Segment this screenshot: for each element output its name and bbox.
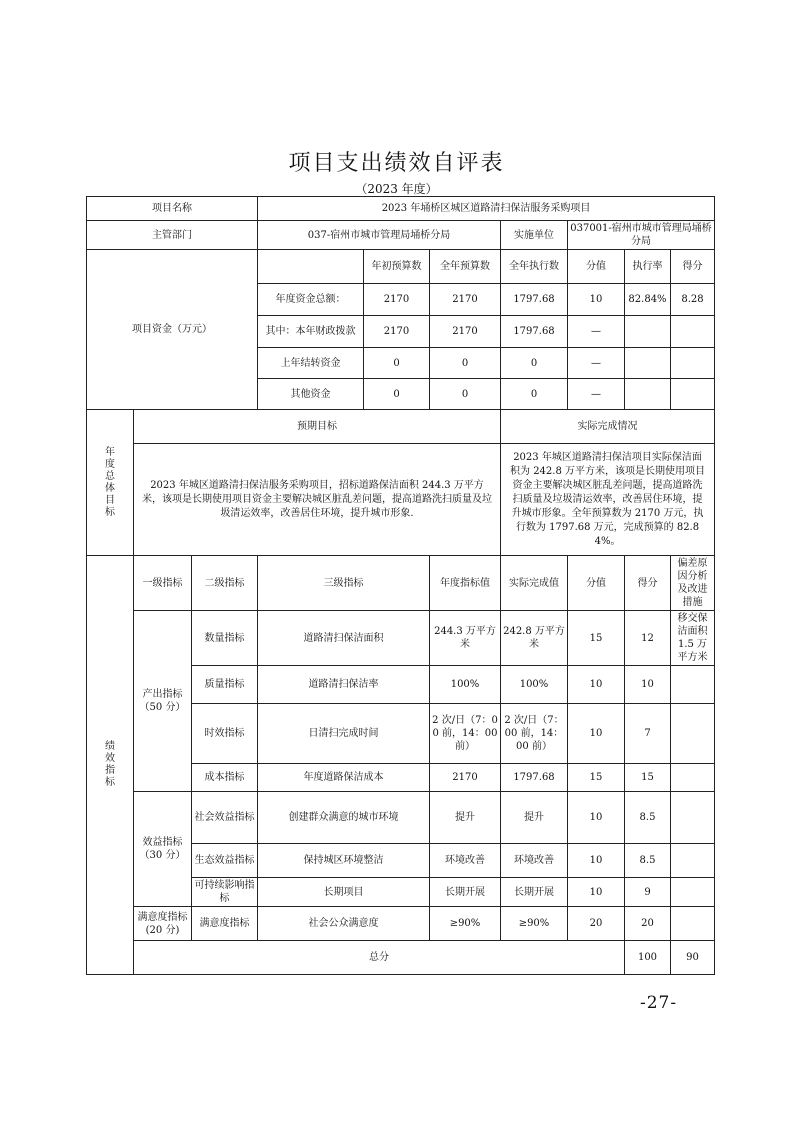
funds-row-initial: 0: [364, 348, 430, 379]
goals-actual-label: 实际完成情况: [501, 410, 715, 444]
goals-expected-label: 预期目标: [134, 410, 501, 444]
indicator-l2: 满意度指标: [192, 907, 258, 941]
goals-expected-text: 2023 年城区道路清扫保洁服务采购项目，招标道路保洁面积 244.3 万平方米，该项是长期使用项目资金主要解决城区脏乱差问题，提高道路洗扫质量及垃圾清运效率，改善居住环境，提升城市形象.: [134, 444, 501, 556]
indicator-score-value: 15: [568, 764, 625, 792]
funds-row-executed: 1797.68: [501, 316, 568, 348]
indicator-target: 长期开展: [430, 878, 501, 907]
indicator-l2: 时效指标: [192, 704, 258, 764]
funds-header-score-value: 分值: [568, 250, 625, 284]
funds-row-annual: 0: [430, 348, 501, 379]
funds-label: 项目资金（万元）: [87, 250, 258, 410]
indicator-target: 环境改善: [430, 844, 501, 878]
total-score: 90: [671, 941, 715, 975]
indicator-note: [671, 666, 715, 704]
ind-header-l2: 二级指标: [192, 556, 258, 611]
indicators-label-text: 绩效指标: [105, 741, 115, 788]
indicator-score-value: 10: [568, 704, 625, 764]
indicator-score-value: 10: [568, 844, 625, 878]
ind-header-note: 偏差原因分析及改进措施: [671, 556, 715, 611]
indicator-note: [671, 844, 715, 878]
indicator-target: 244.3 万平方米: [430, 611, 501, 666]
indicator-note: [671, 764, 715, 792]
indicator-l2: 质量指标: [192, 666, 258, 704]
indicator-l3: 保持城区环境整洁: [258, 844, 430, 878]
indicator-score: 8.5: [625, 792, 671, 844]
indicator-actual: ≥90%: [501, 907, 568, 941]
ind-header-actual: 实际完成值: [501, 556, 568, 611]
indicator-row: [87, 907, 715, 941]
funds-row-score: [671, 316, 715, 348]
indicator-l2: 成本指标: [192, 764, 258, 792]
funds-row-executed: 0: [501, 379, 568, 410]
funds-header-annual: 全年预算数: [430, 250, 501, 284]
indicator-target: 2170: [430, 764, 501, 792]
indicator-score: 12: [625, 611, 671, 666]
indicator-note: [671, 878, 715, 907]
indicator-l2: 数量指标: [192, 611, 258, 666]
funds-row-score-value: 10: [568, 284, 625, 316]
funds-row-annual: 2170: [430, 284, 501, 316]
evaluation-table: [86, 196, 715, 975]
ind-header-target: 年度指标值: [430, 556, 501, 611]
indicator-note: 移交保洁面积 1.5 万平方米: [671, 611, 715, 666]
indicator-actual: 提升: [501, 792, 568, 844]
ind-header-score: 得分: [625, 556, 671, 611]
indicator-score-value: 20: [568, 907, 625, 941]
indicator-actual: 242.8 万平方米: [501, 611, 568, 666]
funds-row-initial: 2170: [364, 316, 430, 348]
indicator-l2: 社会效益指标: [192, 792, 258, 844]
ind-header-l3: 三级指标: [258, 556, 430, 611]
goals-actual-text: 2023 年城区道路清扫保洁项目实际保洁面积为 242.8 万平方米，该项是长期使用项目资金主要解决城区脏乱差问题，提高道路洗扫质量及垃圾清运效率，改善居住环境，提升城市形象。全年预算数为 2170 万元，执行数为 1797.68 万元，完成预算的 82.84%。: [501, 444, 715, 556]
funds-row-name: 其中：本年财政拨款: [258, 316, 364, 348]
funds-row-name: 年度资金总额：: [258, 284, 364, 316]
ind-header-l1: 一级指标: [134, 556, 192, 611]
indicator-score: 10: [625, 666, 671, 704]
indicator-score-value: 10: [568, 666, 625, 704]
indicator-l3: 道路清扫保洁面积: [258, 611, 430, 666]
project-name-label: 项目名称: [87, 197, 258, 221]
dept-value: 037-宿州市城市管理局埇桥分局: [258, 221, 501, 250]
funds-row-rate: [625, 316, 671, 348]
funds-row-executed: 0: [501, 348, 568, 379]
impl-value: 037001-宿州市城市管理局埇桥分局: [568, 221, 715, 250]
indicator-target: 100%: [430, 666, 501, 704]
funds-row-rate: 82.84%: [625, 284, 671, 316]
funds-row-score: 8.28: [671, 284, 715, 316]
indicator-target: ≥90%: [430, 907, 501, 941]
indicator-score: 7: [625, 704, 671, 764]
indicator-l3: 年度道路保洁成本: [258, 764, 430, 792]
funds-header-executed: 全年执行数: [501, 250, 568, 284]
indicator-score: 9: [625, 878, 671, 907]
document-subtitle: （2023 年度）: [355, 182, 438, 196]
indicator-row: [87, 611, 715, 666]
funds-row-score: [671, 348, 715, 379]
funds-row-annual: 2170: [430, 316, 501, 348]
funds-header-initial: 年初预算数: [364, 250, 430, 284]
benefit-indicator-label: 效益指标（30 分）: [134, 792, 192, 907]
indicator-score: 15: [625, 764, 671, 792]
indicator-actual: 2 次/日（7：00 前，14：00 前）: [501, 704, 568, 764]
indicator-score: 20: [625, 907, 671, 941]
ind-header-score-value: 分值: [568, 556, 625, 611]
funds-row-score-value: —: [568, 348, 625, 379]
indicator-target: 2 次/日（7：00 前，14：00 前）: [430, 704, 501, 764]
indicator-row: [87, 792, 715, 844]
funds-row-rate: [625, 348, 671, 379]
indicator-note: [671, 907, 715, 941]
funds-row-score-value: —: [568, 379, 625, 410]
funds-row-initial: 0: [364, 379, 430, 410]
funds-row-rate: [625, 379, 671, 410]
indicator-note: [671, 704, 715, 764]
indicator-l3: 创建群众满意的城市环境: [258, 792, 430, 844]
indicator-l3: 道路清扫保洁率: [258, 666, 430, 704]
document-title: 项目支出绩效自评表: [288, 151, 505, 176]
funds-header-blank: [258, 250, 364, 284]
goals-label: [87, 410, 134, 556]
indicator-l2: 可持续影响指标: [192, 878, 258, 907]
indicator-l3: 长期项目: [258, 878, 430, 907]
indicator-actual: 100%: [501, 666, 568, 704]
funds-row-annual: 0: [430, 379, 501, 410]
funds-header-score: 得分: [671, 250, 715, 284]
indicator-score-value: 10: [568, 878, 625, 907]
output-indicator-label: 产出指标（50 分）: [134, 611, 192, 792]
total-score-value: 100: [625, 941, 671, 975]
indicator-target: 提升: [430, 792, 501, 844]
funds-row-initial: 2170: [364, 284, 430, 316]
indicator-score: 8.5: [625, 844, 671, 878]
total-label: 总分: [134, 941, 625, 975]
indicator-actual: 1797.68: [501, 764, 568, 792]
indicator-actual: 长期开展: [501, 878, 568, 907]
indicator-l3: 日清扫完成时间: [258, 704, 430, 764]
funds-row-name: 上年结转资金: [258, 348, 364, 379]
funds-row-score: [671, 379, 715, 410]
funds-row-score-value: —: [568, 316, 625, 348]
project-name-value: 2023 年埇桥区城区道路清扫保洁服务采购项目: [258, 197, 715, 221]
satisfaction-indicator-label: 满意度指标(20 分): [134, 907, 192, 941]
indicator-l2: 生态效益指标: [192, 844, 258, 878]
indicator-l3: 社会公众满意度: [258, 907, 430, 941]
funds-row-executed: 1797.68: [501, 284, 568, 316]
indicator-score-value: 10: [568, 792, 625, 844]
indicators-label: [87, 556, 134, 975]
indicator-actual: 环境改善: [501, 844, 568, 878]
goals-label-text: 年度总体目标: [105, 446, 115, 518]
impl-label: 实施单位: [501, 221, 568, 250]
indicator-note: [671, 792, 715, 844]
page-number: -27-: [640, 993, 678, 1013]
indicator-score-value: 15: [568, 611, 625, 666]
funds-row-name: 其他资金: [258, 379, 364, 410]
dept-label: 主管部门: [87, 221, 258, 250]
funds-header-rate: 执行率: [625, 250, 671, 284]
